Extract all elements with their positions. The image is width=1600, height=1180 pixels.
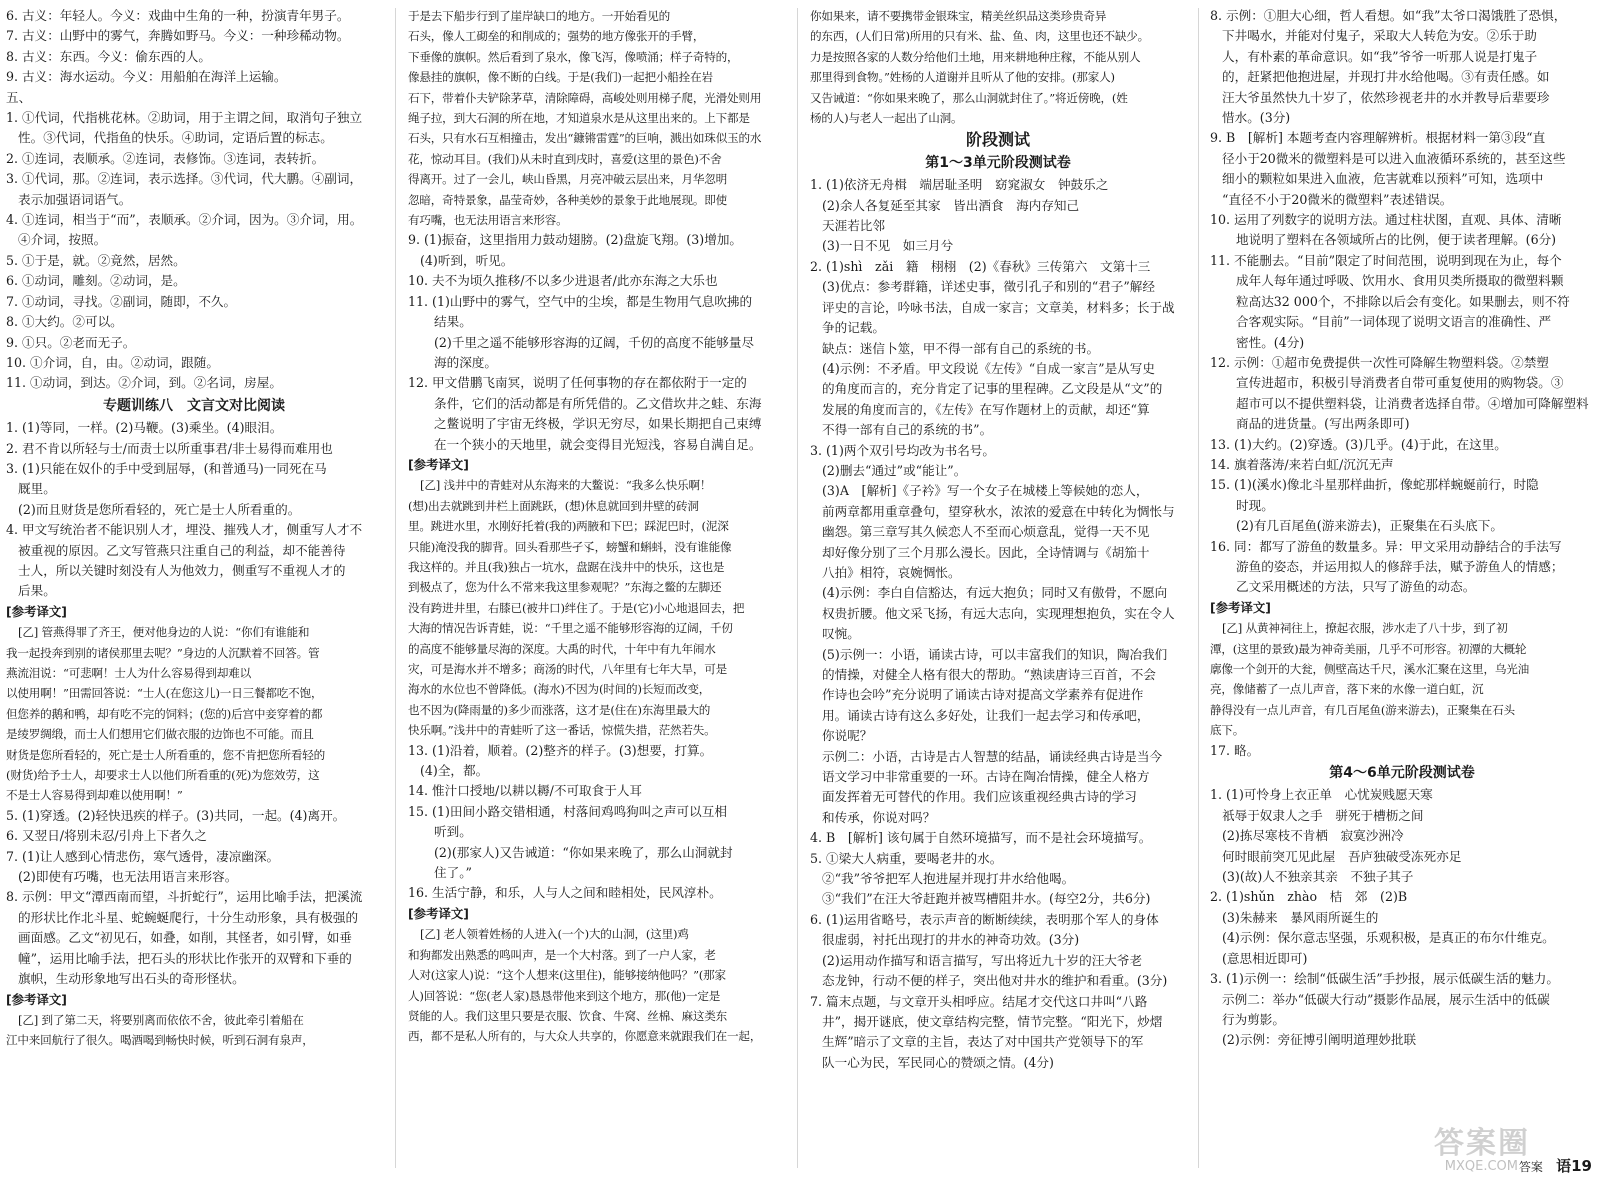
text-line: 江中来回航行了很久。喝酒喝到畅快时候，听到石洞有泉声， bbox=[6, 1033, 314, 1048]
text-line: 石头，像人工砌垒的和削成的；强势的地方像张开的手臂， bbox=[408, 29, 705, 44]
text-line: (2)(那家人)又告诫道：“你如果来晚了，那么山洞就封 bbox=[434, 844, 733, 860]
text-line: 没有跨进井里，右膝已(被井口)绊住了。于是(它)小心地退回去，把 bbox=[408, 600, 745, 615]
text-line: 11. ①动词，到达。②介词，到。②名词，房屋。 bbox=[6, 375, 282, 391]
text-line: (5)示例一：小语，诵读古诗，可以丰富我们的知识，陶冶我们 bbox=[822, 646, 1168, 662]
text-line: 宣传进超市，积极引导消费者自带可重复使用的购物袋。③ bbox=[1236, 375, 1564, 391]
text-line: 10. ①介词，自，由。②动词，跟随。 bbox=[6, 354, 219, 370]
text-line: 15. (1)(溪水)像北斗星那样曲折，像蛇那样蜿蜒前行，时隐 bbox=[1210, 477, 1539, 493]
text-line: 作诗也会吟”充分说明了诵读古诗对提高文学素养有促进作 bbox=[822, 687, 1144, 703]
text-line: 人)回答说：“您(老人家)恳恳带他来到这个地方，那(他)一定是 bbox=[408, 988, 721, 1003]
text-line: 我一起投奔到别的诸侯那里去呢？”身边的人沉默着不回答。管 bbox=[6, 645, 320, 660]
text-line: 8. 古义：东西。今义：偷东西的人。 bbox=[6, 48, 211, 64]
text-line: 何时眼前突兀见此屋 吾庐独破受冻死亦足 bbox=[1222, 848, 1462, 864]
text-line: 但您养的鹅和鸭，却有吃不完的饲料；(您的)后宫中妾穿着的都 bbox=[6, 706, 323, 721]
text-line: 叹惋。 bbox=[822, 626, 860, 642]
text-line: 14. 旗着落涛/来若白虹/沉沉无声 bbox=[1210, 456, 1394, 472]
text-line: 石头，只有水石互相撞击，发出“鏮锵雷霆”的巨响，溅出如珠似玉的水 bbox=[408, 131, 762, 146]
text-line: 里。跳进水里，水刚好托着(我的)两腋和下巴；踩泥巴时，(泥深 bbox=[408, 519, 729, 534]
text-line: 乙文采用概述的方法，只写了游鱼的动态。 bbox=[1236, 579, 1476, 595]
text-line: 9. (1)振奋，这里指用力鼓动翅膀。(2)盘旋飞翔。(3)增加。 bbox=[408, 232, 743, 248]
text-line: 人对(这家人)说：“这个人想来(这里住)，能够接纳他吗？”(那家 bbox=[408, 968, 726, 983]
text-line: 11. (1)山野中的雾气，空气中的尘埃，都是生物用气息吹拂的 bbox=[408, 293, 753, 309]
text-line: 1. ①代词，代指桃花林。②助词，用于主谓之间，取消句子独立 bbox=[6, 110, 363, 126]
text-line: 2. ①连词，表顺承。②连词，表修饰。③连词，表转折。 bbox=[6, 150, 325, 166]
text-line: 7. (1)让人感到心情悲伤，寒气透骨，凄凉幽深。 bbox=[6, 848, 280, 864]
text-line: 很虚弱，衬托出现打的井水的神奇功效。(3分) bbox=[822, 932, 1080, 948]
text-line: 示例二：小语，古诗是古人智慧的结晶，诵读经典古诗是当今 bbox=[822, 748, 1163, 764]
text-line: 绳子拉，到大石洞的所在地，才知道泉水是从这里出来的。上下都是 bbox=[408, 111, 750, 126]
text-line: 地说明了塑料在各领域所占的比例，便于读者理解。(6分) bbox=[1236, 232, 1557, 248]
text-line: 也不因为(降雨量的)多少而涨落，这才是(住在)东海里最大的 bbox=[408, 702, 711, 717]
text-line: 缺点：迷信卜筮，甲不得一部有自己的系统的书。 bbox=[822, 340, 1100, 356]
text-line: 性。③代词，代指鱼的快乐。④助词，定语后置的标志。 bbox=[18, 130, 333, 146]
text-line: 8. 示例：甲文“潭西南而望，斗折蛇行”，运用比喻手法，把溪流 bbox=[6, 889, 363, 905]
text-line: 行为剪影。 bbox=[1222, 1011, 1285, 1027]
text-line: 亮，像储蓄了一点儿声音，落下来的水像一道白虹，沉 bbox=[1210, 682, 1484, 697]
text-line: 燕流泪说：“可悲啊！士人为什么容易得到却难以 bbox=[6, 666, 251, 680]
translation-tag: [参考译文] bbox=[6, 991, 67, 1007]
text-line: 士人，所以关键时刻没有人为他效力，侧重写不重视人才的 bbox=[18, 562, 346, 578]
text-line: 五、 bbox=[6, 89, 32, 105]
text-line: ②“我”爷爷把军人抱进屋并现打井水给他喝。 bbox=[822, 871, 1075, 887]
section-heading: 阶段测试 bbox=[965, 130, 1030, 150]
text-line: 密性。(4分) bbox=[1236, 334, 1305, 350]
text-line: 4. 甲文写统治者不能识别人才，埋没、摧残人才，侧重写人才不 bbox=[6, 522, 363, 538]
text-line: 1. (1)等同，一样。(2)马鞭。(3)乘坐。(4)眼泪。 bbox=[6, 420, 283, 436]
text-line: 大海的情况告诉青蛙，说：“千里之遥不能够形容海的辽阔，千仞 bbox=[408, 621, 733, 636]
translation-tag: [参考译文] bbox=[408, 456, 469, 472]
text-line: 我这样的。并且(我)独占一坑水，盘踞在浅井中的快乐，这也是 bbox=[408, 559, 725, 574]
text-line: 灾，可是海水并不增多；商汤的时代，八年里有七年大旱，可是 bbox=[408, 662, 728, 676]
text-line: (4)示例：保尔意志坚强，乐观积极，是真正的布尔什维克。 bbox=[1222, 930, 1555, 946]
column-divider bbox=[797, 8, 798, 1168]
text-line: 下垂像的旗帜。然后看到了泉水，像飞泻，像喷涌；样子奇特的， bbox=[408, 49, 739, 64]
text-line: [乙] 从黄神祠往上，撩起衣服，涉水走了八十步，到了初 bbox=[1222, 621, 1508, 636]
text-line: 条件，它们的活动都是有所凭借的。乙文借坎井之蛙、东海 bbox=[434, 395, 762, 411]
text-line: 3. (1)只能在奴仆的手中受到屈辱，(和普通马)一同死在马 bbox=[6, 460, 327, 476]
text-line: 于是去下船步行到了崖岸缺口的地方。一开始看见的 bbox=[408, 9, 671, 23]
watermark-logo: 答案圈 bbox=[1434, 1126, 1530, 1161]
text-line: 以使用啊！”田需回答说：“士人(在您这儿)一日三餐都吃不饱， bbox=[6, 686, 323, 701]
text-line: 旗帜，生动形象地写出石头的奇形怪状。 bbox=[18, 971, 245, 987]
text-line: 八拍》相符，哀婉惆怅。 bbox=[822, 564, 961, 580]
text-line: 结果。 bbox=[434, 314, 472, 330]
text-line: 7. 古义：山野中的雾气，奔腾如野马。今义：一种珍稀动物。 bbox=[6, 28, 350, 44]
text-line: 住了。” bbox=[434, 865, 472, 881]
translation-tag: [参考译文] bbox=[408, 905, 469, 921]
section-heading: 第4～6单元阶段测试卷 bbox=[1329, 765, 1475, 782]
text-line: 9. ①只。②老而无子。 bbox=[6, 334, 136, 350]
text-line: 2. (1)shǔn zhào 桔 郊 (2)B bbox=[1210, 889, 1408, 905]
text-line: (2)千里之遥不能够形容海的辽阔，千仞的高度不能够量尽 bbox=[434, 334, 755, 350]
text-line: 听到。 bbox=[434, 824, 472, 840]
column-2 bbox=[408, 6, 784, 1172]
column-divider bbox=[1198, 8, 1199, 1168]
text-line: 之鳖说明了宇宙无终极，学识无穷尽，如果长期把自己束缚 bbox=[434, 416, 762, 432]
text-line: (3)朱赫来 暴风雨所诞生的 bbox=[1222, 909, 1379, 925]
text-line: 用。诵读古诗有这么多好处，让我们一起去学习和传承吧， bbox=[822, 707, 1150, 723]
text-line: 井”，揭开谜底，使文章结构完整，情节完整。“阳光下，炒熠 bbox=[822, 1013, 1163, 1029]
text-line: 9. B [解析] 本题考查内容理解辨析。根据材料一第③段“直 bbox=[1210, 130, 1546, 146]
text-line: 的东西，(人们日常)所用的只有米、盐、鱼、肉，这里也还不缺少。 bbox=[810, 29, 1150, 44]
text-line: 5. ①于是，就。②竟然，居然。 bbox=[6, 252, 186, 268]
text-line: 商品的进货量。(写出两条即可) bbox=[1236, 416, 1410, 432]
text-line: 贤能的人。我们这里只要是衣服、饮食、牛窝、丝棉、麻这类东 bbox=[408, 1008, 728, 1023]
text-line: 是绫罗绸缎，而士人们想用它们做衣服的边饰也不可能。而且 bbox=[6, 727, 314, 742]
text-line: 的高度不能够量尽海的深度。大禹的时代，十年中有九年闹水 bbox=[408, 641, 716, 656]
text-line: 幽怨。第三章写其久候恋人不至而心烦意乱，觉得一天不见 bbox=[822, 524, 1150, 540]
text-line: 你说呢？ bbox=[822, 728, 873, 744]
text-line: (财货)给予士人，却要求士人以他们所看重的(死)为您效劳，这 bbox=[6, 768, 320, 783]
text-line: (意思相近即可) bbox=[1222, 950, 1308, 966]
text-line: (3)优点：参考群籍，详述史事，徵引孔子和别的“君子”解经 bbox=[822, 279, 1155, 295]
text-line: (想)出去就跳到井栏上面跳跃，(想)休息就回到井壁的砖洞 bbox=[408, 498, 699, 513]
text-line: 示例二：举办“低碳大行动”摄影作品展，展示生活中的低碳 bbox=[1222, 991, 1550, 1007]
text-line: 3. (1)两个双引号均改为书名号。 bbox=[810, 442, 995, 458]
text-line: (2)有几百尾鱼(游来游去)，正聚集在石头底下。 bbox=[1236, 518, 1503, 534]
text-line: (2)运用动作描写和语言描写，写出将近九十岁的汪大爷老 bbox=[822, 952, 1143, 968]
text-line: 的角度而言的，充分肯定了记事的里程碑。乙文段是从“文”的 bbox=[822, 381, 1163, 397]
text-line: 13. (1)大约。(2)穿透。(3)几乎。(4)于此，在这里。 bbox=[1210, 436, 1507, 452]
text-line: 天涯若比邻 bbox=[822, 218, 885, 234]
text-line: 惜水。(3分) bbox=[1222, 110, 1291, 126]
column-1 bbox=[6, 6, 382, 1172]
text-line: 6. (1)运用省略号，表示声音的断断续续，表明那个军人的身体 bbox=[810, 911, 1159, 927]
text-line: 时现。 bbox=[1236, 497, 1274, 513]
text-line: 生辉”暗示了文章的主旨，表达了对中国共产党领导下的军 bbox=[822, 1034, 1144, 1050]
text-line: 西，都不是私人所有的，与大众人共享的，你愿意来就跟我们在一起， bbox=[408, 1029, 762, 1044]
text-line: 忽暗，奇特景象，晶莹奇妙，各种美妙的景象于此地展现。即使 bbox=[408, 192, 728, 207]
text-line: 在一个狭小的天地里，就会变得目光短浅，容易自满自足。 bbox=[434, 436, 762, 452]
text-line: (2)即使有巧嘴，也无法用语言来形容。 bbox=[18, 869, 238, 885]
text-line: 力是按照各家的人数分给他们土地，用来耕地种庄稼，不能从别人 bbox=[810, 49, 1141, 64]
text-line: 粒高达32 000个，不排除以后会有变化。如果删去，则不符 bbox=[1236, 293, 1570, 309]
text-line: 面发挥着无可替代的作用。我们应该重视经典古诗的学习 bbox=[822, 789, 1137, 805]
text-line: 后果。 bbox=[18, 583, 56, 599]
column-3 bbox=[810, 6, 1186, 1172]
text-line: (4)示例：不矛盾。甲文段说《左传》“自成一家言”是从写史 bbox=[822, 360, 1155, 376]
page-footer bbox=[1519, 1155, 1592, 1176]
translation-tag: [参考译文] bbox=[6, 603, 67, 619]
text-line: 15. (1)田间小路交错相通，村落间鸡鸣狗叫之声可以互相 bbox=[408, 803, 727, 819]
text-line: 底下。 bbox=[1210, 723, 1245, 738]
text-line: “直径不小于20微米的微塑料”表述错误。 bbox=[1222, 191, 1453, 207]
text-line: 像悬挂的旗帜，像不断的白线。于是(我们)一起把小船拴在岩 bbox=[408, 70, 713, 85]
section-heading: 第1～3单元阶段测试卷 bbox=[925, 154, 1071, 171]
text-line: 石下，带着仆夫铲除茅草，清除障碍，高峻处则用梯子爬，光滑处则用 bbox=[408, 90, 762, 105]
text-line: 的形状比作北斗星、蛇蜿蜒爬行，十分生动形象，具有极强的 bbox=[18, 909, 359, 925]
text-line: 静得没有一点儿声音，有几百尾鱼(游来游去)，正聚集在石头 bbox=[1210, 702, 1515, 717]
text-line: (2)删去“通过”或“能让”。 bbox=[822, 462, 967, 478]
text-line: 合客观实际。“目前”一词体现了说明文语言的准确性、严 bbox=[1236, 314, 1552, 330]
text-line: 6. 又翌日/将别未忍/引舟上下者久之 bbox=[6, 828, 207, 844]
text-line: 画面感。乙文“初见石，如叠，如削，其怪者，如引臂，如垂 bbox=[18, 930, 352, 946]
text-line: 人，有朴素的革命意识。如“我”爷爷一听那人说是打鬼子 bbox=[1222, 48, 1538, 64]
text-line: 8. ①大约。②可以。 bbox=[6, 314, 123, 330]
text-line: 发展的角度而言的，《左传》在写作题材上的贡献，却还“算 bbox=[822, 401, 1150, 417]
text-line: 幢”，运用比喻手法，把石头的形状比作张开的双臂和下垂的 bbox=[18, 950, 352, 966]
text-line: 4. B [解析] 该句属于自然环境描写，而不是社会环境描写。 bbox=[810, 830, 1152, 846]
text-line: 9. 古义：海水运动。今义：用船舶在海洋上运输。 bbox=[6, 69, 287, 85]
text-line: 细小的颗粒如果进入血液，危害就难以预料”可知，选项中 bbox=[1222, 171, 1544, 187]
text-line: 不是士人容易得到却难以使用啊！” bbox=[6, 788, 183, 803]
text-line: ④介词，按照。 bbox=[18, 232, 107, 248]
text-line: [乙] 老人领着姓杨的人进入(一个)大的山洞，(这里)鸡 bbox=[420, 927, 689, 942]
text-line: (4)听到，听见。 bbox=[420, 252, 514, 268]
section-heading: 专题训练八 文言文对比阅读 bbox=[103, 397, 285, 414]
text-line: 16. 同：都写了游鱼的数量多。异：甲文采用动静结合的手法写 bbox=[1210, 538, 1562, 554]
text-line: [乙] 管燕得罪了齐王，便对他身边的人说：“你们有谁能和 bbox=[18, 625, 310, 640]
text-line: 1. (1)依济无舟楫 端居耻圣明 窈窕淑女 钟鼓乐之 bbox=[810, 177, 1109, 193]
text-line: 径小于20微米的微塑料是可以进入血液循环系统的，甚至这些 bbox=[1222, 150, 1566, 166]
text-line: 祇辱于奴隶人之手 骈死于槽枥之间 bbox=[1222, 807, 1424, 823]
text-line: 3. (1)示例一：绘制“低碳生活”手抄报，展示低碳生活的魅力。 bbox=[1210, 971, 1559, 987]
text-line: 6. ①动词，雕刻。②动词，是。 bbox=[6, 273, 186, 289]
text-line: (2)拣尽寒枝不肯栖 寂寞沙洲冷 bbox=[1222, 828, 1404, 844]
text-line: 5. ①梁大人病重，要喝老井的水。 bbox=[810, 850, 1003, 866]
text-line: (2)而且财货是您所看轻的，死亡是士人所看重的。 bbox=[18, 501, 301, 517]
text-line: 你如果来，请不要携带金银珠宝，精美丝织品这类珍贵奇异 bbox=[810, 9, 1107, 23]
text-line: 7. ①动词，寻找。②副词，随即，不久。 bbox=[6, 293, 237, 309]
text-line: 语文学习中非常重要的一环。古诗在陶冶情操，健全人格方 bbox=[822, 769, 1150, 785]
text-line: 2. 君不肯以所轻与士/而责士以所重事君/非士易得而难用也 bbox=[6, 440, 333, 456]
text-line: 财货是您所看轻的，死亡是士人所看重的，您不肯把您所看轻的 bbox=[6, 747, 326, 762]
text-line: 那里得到食物。”姓杨的人道谢并且听从了他的安排。(那家人) bbox=[810, 70, 1115, 85]
text-line: 队一心为民，军民同心的赞颂之情。(4分) bbox=[822, 1054, 1054, 1070]
text-line: ③“我们”在汪大爷赶跑并被骂槽阻井水。(每空2分，共6分) bbox=[822, 891, 1151, 907]
text-line: 5. (1)穿透。(2)轻快迅疾的样子。(3)共同，一起。(4)离开。 bbox=[6, 807, 346, 823]
text-line: 的情操，对健全人格有很大的帮助。“熟读唐诗三百首，不会 bbox=[822, 667, 1156, 682]
column-4 bbox=[1210, 6, 1594, 1172]
text-line: 得离开。过了一会儿，峡山昏黑，月亮冲破云层出来，月华忽明 bbox=[408, 172, 728, 187]
text-line: 快乐啊。”浅井中的青蛙听了这一番话，惊慌失措，茫然若失。 bbox=[408, 723, 716, 738]
text-line: 4. ①连词，相当于“而”，表顺承。②介词，因为。③介词，用。 bbox=[6, 212, 363, 228]
text-line: (4)全，都。 bbox=[420, 763, 489, 779]
text-line: 态龙钟，行动不便的样子，突出他对井水的维护和看重。(3分) bbox=[822, 973, 1168, 989]
column-divider bbox=[395, 8, 396, 1168]
translation-tag: [参考译文] bbox=[1210, 599, 1271, 615]
text-line: 海的深度。 bbox=[434, 354, 497, 370]
text-line: 14. 惟汁口授地/以耕以耨/不可取食于人耳 bbox=[408, 783, 643, 799]
text-line: 争的记载。 bbox=[822, 320, 885, 336]
text-line: 海水的水位也不曾降低。(海水)不因为(时间的)长短而改变， bbox=[408, 682, 711, 697]
text-line: 3. ①代词，那。②连词，表示选择。③代词，代大鹏。④副词， bbox=[6, 171, 363, 187]
text-line: 汪大爷虽然快九十岁了，依然珍视老井的水并教导后辈要珍 bbox=[1222, 89, 1550, 105]
text-line: 7. 篇末点题，与文章开头相呼应。结尾才交代这口井叫“八路 bbox=[810, 993, 1148, 1009]
text-line: 17. 略。 bbox=[1210, 742, 1260, 758]
text-line: 12. 示例：①超市免费提供一次性可降解生物塑料袋。②禁塑 bbox=[1210, 354, 1549, 370]
text-line: 到极点了，您为什么不常来我这里参观呢？”东海之鳖的左脚还 bbox=[408, 580, 722, 595]
text-line: (3)(故)人不独亲其亲 不独子其子 bbox=[1222, 869, 1414, 885]
text-line: 花，惊动耳目。(我们)从未时直到戌时，喜爱(这里的景色)不舍 bbox=[408, 151, 722, 166]
text-line: 又告诫道：“你如果来晚了，那么山洞就封住了。”将近傍晚，(姓 bbox=[810, 90, 1128, 105]
text-line: 11. 不能删去。“目前”限定了时间范围，说明到现在为止，每个 bbox=[1210, 252, 1562, 268]
text-line: 被重视的原因。乙文写管燕只注重自己的利益，却不能善待 bbox=[18, 542, 346, 558]
text-line: 6. 古义：年轻人。今义：戏曲中生角的一种，扮演青年男子。 bbox=[6, 8, 350, 23]
text-line: 12. 甲文借鹏飞南冥，说明了任何事物的存在都依附于一定的 bbox=[408, 375, 747, 391]
text-line: 2. (1)shì zǎi 籍 栩栩 (2)《春秋》三传第六 文第十三 bbox=[810, 258, 1151, 274]
watermark-url: MXQE.COM bbox=[1444, 1159, 1518, 1174]
text-line: (3)A [解析]《子衿》写一个女子在城楼上等候她的恋人， bbox=[822, 483, 1149, 499]
text-line: 杨的人)与老人一起出了山洞。 bbox=[810, 111, 963, 126]
text-line: 表示加强语词语气。 bbox=[18, 191, 132, 207]
text-line: (3)一日不见 如三月兮 bbox=[822, 238, 954, 254]
text-line: 8. 示例：①胆大心细，哲人看想。如“我”太爷口渴饿胜了恐惧， bbox=[1210, 8, 1567, 23]
text-line: 不得一部有自己的系统的书”。 bbox=[822, 422, 993, 438]
text-line: 的，赶紧把他抱进屋，并现打井水给他喝。③有责任感。如 bbox=[1222, 69, 1550, 85]
text-line: (2)示例：旁征博引阐明道理妙批联 bbox=[1222, 1032, 1417, 1048]
text-line: 1. (1)可怜身上衣正单 心忧炭贱愿天寒 bbox=[1210, 787, 1433, 803]
text-line: (4)示例：李白自信豁达，有远大抱负；同时又有傲骨，不愿向 bbox=[822, 585, 1168, 601]
text-line: 13. (1)沿着，顺着。(2)整齐的样子。(3)想要，打算。 bbox=[408, 742, 713, 758]
page-number: 语19 bbox=[1556, 1157, 1592, 1175]
text-line: (2)余人各复延至其家 皆出酒食 海内存知己 bbox=[822, 197, 1080, 213]
text-line: 10. 夫不为顷久推移/不以多少进退者/此亦东海之大乐也 bbox=[408, 273, 718, 289]
text-line: 廓像一个剑开的大瓮，侧壁高达千尺，溪水汇聚在这里，乌光油 bbox=[1210, 662, 1530, 676]
text-line: 和狗都发出熟悉的鸣叫声，是一个大村落。到了一户人家，老 bbox=[408, 947, 716, 962]
footer-label: 答案 bbox=[1518, 1160, 1543, 1174]
text-line: 有巧嘴，也无法用语言来形容。 bbox=[408, 213, 568, 228]
text-line: 成年人每年通过呼吸、饮用水、食用贝类所摄取的微塑料颗 bbox=[1236, 273, 1564, 289]
text-line: [乙] 到了第二天，将要别离而依依不舍，彼此牵引着船在 bbox=[18, 1012, 304, 1027]
text-line: 超市可以不提供塑料袋，让消费者选择自带。④增加可降解塑料 bbox=[1236, 395, 1589, 411]
text-line: 游鱼的姿态，并运用拟人的修辞手法，赋予游鱼人的情感； bbox=[1236, 558, 1564, 574]
text-line: 潭，(这里的景致)最为神奇美丽，几乎不可形容。初潭的大概轮 bbox=[1210, 641, 1527, 656]
text-line: 前两章都用重章叠句，望穿秋水，浓浓的爱意在中转化为惆怅与 bbox=[822, 503, 1175, 519]
text-line: 10. 运用了列数字的说明方法。通过柱状图，直观、具体、清晰 bbox=[1210, 212, 1562, 228]
text-line: 下井喝水，并能对付鬼子，采取大人转危为安。②乐于助 bbox=[1222, 28, 1537, 44]
text-line: 16. 生活宁静，和乐，人与人之间和睦相处，民风淳朴。 bbox=[408, 885, 722, 901]
text-line: 评史的言论，吟咏书法，自成一家言；文章美，材料多；长于战 bbox=[822, 299, 1175, 315]
text-line: 只能)淹没我的脚背。回头看那些孑孓，螃蟹和蝌蚪，没有谁能像 bbox=[408, 539, 732, 554]
text-line: [乙] 浅井中的青蛙对从东海来的大鳖说：“我多么快乐啊！ bbox=[420, 478, 712, 493]
text-line: 厩里。 bbox=[18, 481, 56, 497]
text-line: 和传承，你说对吗？ bbox=[822, 809, 936, 825]
text-line: 权贵折腰。他文采飞扬，有远大志向，实现理想抱负，实在令人 bbox=[822, 605, 1175, 621]
text-line: 却好像分别了三个月那么漫长。因此，全诗情调与《胡笳十 bbox=[822, 544, 1150, 560]
